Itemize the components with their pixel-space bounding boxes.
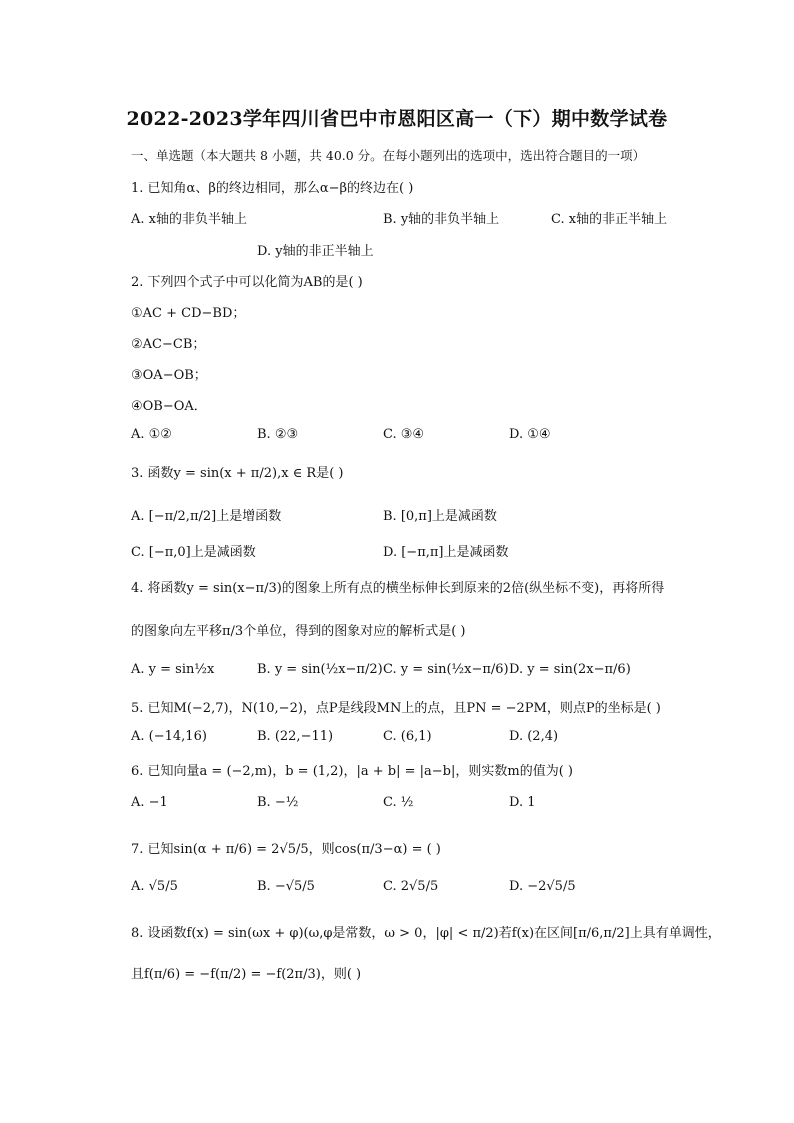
- question-4-option-a[interactable]: A. y = sin½x: [131, 662, 215, 677]
- question-7-option-c[interactable]: C. 2√5/5: [383, 879, 439, 894]
- question-8-stem-line-2: 且f(π/6) = −f(π/2) = −f(2π/3)，则( ): [131, 967, 362, 982]
- question-2-option-d[interactable]: D. ①④: [509, 427, 551, 442]
- question-6-option-d[interactable]: D. 1: [509, 795, 536, 810]
- question-1-option-a[interactable]: A. x轴的非负半轴上: [131, 212, 247, 227]
- question-6-option-a[interactable]: A. −1: [131, 795, 168, 810]
- question-7-stem: 7. 已知sin(α + π/6) = 2√5/5，则cos(π/3−α) = ( ): [131, 842, 441, 857]
- question-3-option-c[interactable]: C. [−π,0]上是减函数: [131, 545, 256, 560]
- question-7-option-b[interactable]: B. −√5/5: [257, 879, 315, 894]
- question-7-option-a[interactable]: A. √5/5: [131, 879, 178, 894]
- question-7-option-d[interactable]: D. −2√5/5: [509, 879, 576, 894]
- question-5-stem: 5. 已知M(−2,7)，N(10,−2)，点P是线段MN上的点，且PN = −2PM，则点P的坐标是( ): [131, 701, 661, 716]
- question-4-option-d[interactable]: D. y = sin(2x−π/6): [509, 662, 631, 677]
- question-2-option-c[interactable]: C. ③④: [383, 427, 425, 442]
- question-2-expr-4: ④OB−OA．: [131, 399, 207, 414]
- question-4-option-c[interactable]: C. y = sin(½x−π/6): [383, 662, 509, 677]
- question-5-option-d[interactable]: D. (2,4): [509, 729, 559, 744]
- question-5-option-c[interactable]: C. (6,1): [383, 729, 432, 744]
- question-5-option-b[interactable]: B. (22,−11): [257, 729, 334, 744]
- question-4-stem-line-2: 的图象向左平移π/3个单位，得到的图象对应的解析式是( ): [131, 624, 466, 639]
- question-2-expr-1: ①AC + CD−BD；: [131, 306, 246, 321]
- question-3-option-b[interactable]: B. [0,π]上是减函数: [383, 509, 497, 524]
- question-1-option-d[interactable]: D. y轴的非正半轴上: [257, 244, 374, 259]
- question-1-option-c[interactable]: C. x轴的非正半轴上: [551, 212, 668, 227]
- question-6-option-c[interactable]: C. ½: [383, 795, 414, 810]
- question-2-stem: 2. 下列四个式子中可以化简为AB的是( ): [131, 275, 363, 290]
- question-1-stem: 1. 已知角α、β的终边相同，那么α−β的终边在( ): [131, 181, 414, 196]
- question-2-expr-2: ②AC−CB；: [131, 337, 206, 352]
- question-5-option-a[interactable]: A. (−14,16): [131, 729, 207, 744]
- question-3-option-d[interactable]: D. [−π,π]上是减函数: [383, 545, 509, 560]
- question-4-stem-line-1: 4. 将函数y = sin(x−π/3)的图象上所有点的横坐标伸长到原来的2倍(纵坐标不变)，再将所得: [131, 581, 665, 596]
- question-2-expr-3: ③OA−OB；: [131, 368, 207, 383]
- question-3-option-a[interactable]: A. [−π/2,π/2]上是增函数: [131, 509, 282, 524]
- question-2-option-b[interactable]: B. ②③: [257, 427, 299, 442]
- question-8-stem-line-1: 8. 设函数f(x) = sin(ωx + φ)(ω,φ是常数，ω > 0，|φ| < π/2)若f(x)在区间[π/6,π/2]上具有单调性，: [131, 926, 721, 941]
- question-3-stem: 3. 函数y = sin(x + π/2),x ∈ R是( ): [131, 466, 344, 481]
- question-1-option-b[interactable]: B. y轴的非负半轴上: [383, 212, 500, 227]
- section-heading: 一、单选题（本大题共 8 小题，共 40.0 分。在每小题列出的选项中，选出符合题目的一项）: [131, 148, 646, 163]
- question-2-option-a[interactable]: A. ①②: [131, 427, 172, 442]
- question-6-stem: 6. 已知向量a = (−2,m)，b = (1,2)，|a + b| = |a−b|，则实数m的值为( ): [131, 764, 573, 779]
- question-4-option-b[interactable]: B. y = sin(½x−π/2): [257, 662, 383, 677]
- question-6-option-b[interactable]: B. −½: [257, 795, 299, 810]
- page-title: 2022-2023学年四川省巴中市恩阳区高一（下）期中数学试卷: [126, 108, 668, 130]
